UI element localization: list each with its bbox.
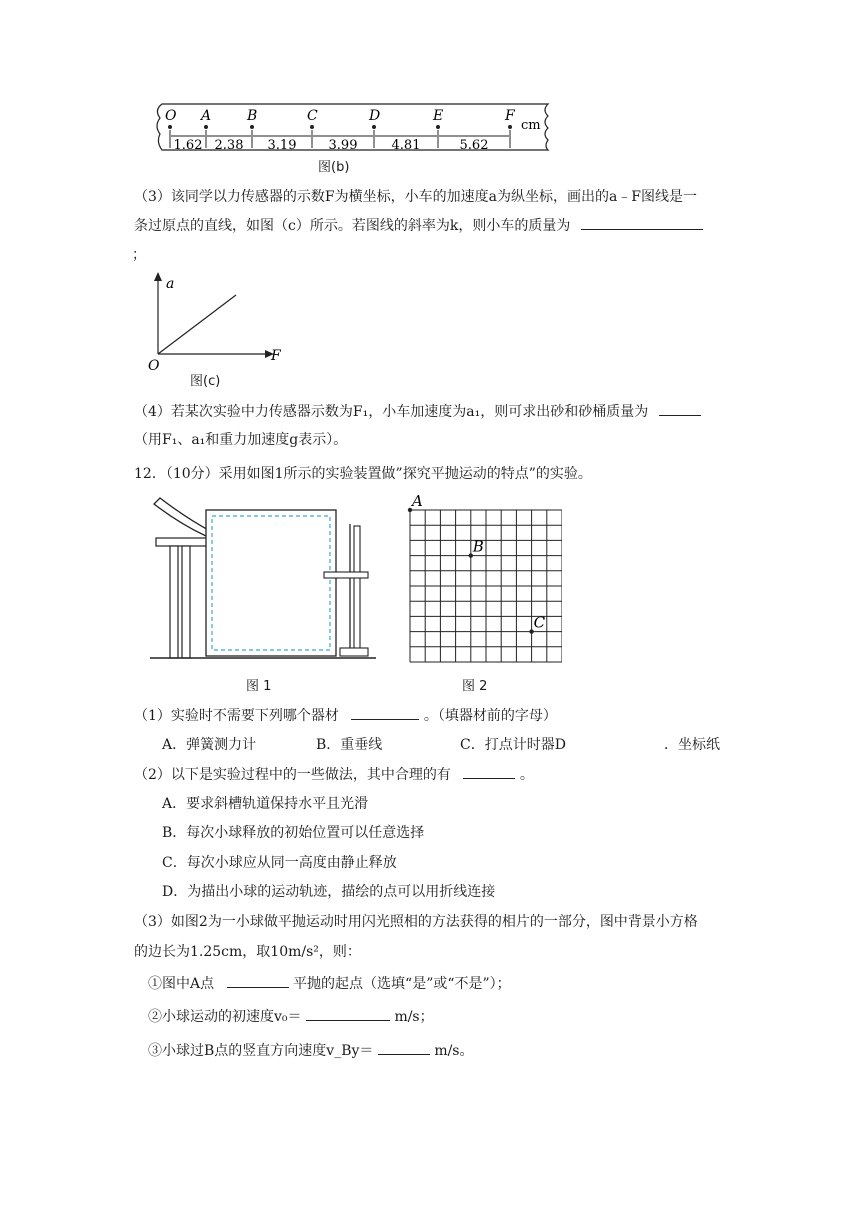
table-leg-1 (170, 546, 178, 658)
q12-item1-b: 平抛的起点（选填“是”或“不是”）； (293, 976, 511, 992)
q12-item3-wrap (148, 1040, 474, 1061)
q12-option2-a: A．要求斜槽轨道保持水平且光滑 (162, 796, 369, 812)
figure-c-caption: 图(c) (190, 374, 221, 389)
q12-item2-blank[interactable] (306, 1006, 390, 1021)
q3-line1: （3）该同学以力传感器的示数F为横坐标，小车的加速度a为纵坐标，画出的a﹣F图线是一 (134, 189, 698, 205)
tape-point-label: F (505, 108, 515, 124)
tape-seg-value: 2.38 (214, 138, 244, 153)
tape-seg-value: 1.62 (173, 138, 203, 153)
q12-sub3-line2: 的边长为1.25cm，取10m/s²，则： (134, 944, 361, 960)
tape-point-label: O (165, 108, 177, 124)
tape-point-label: A (201, 108, 212, 124)
grid-point-label: C (533, 613, 546, 632)
tape-point-dot (372, 125, 376, 129)
q12-item2-a: ②小球运动的初速度v₀＝ (148, 1009, 302, 1025)
q12-item2-b: m/s； (394, 1009, 434, 1025)
coordinate-board (206, 510, 336, 656)
tape-point-label: E (433, 108, 444, 124)
q4-line1: （4）若某次实验中力传感器示数为F₁，小车加速度为a₁，则可求出砂和砂桶质量为 (134, 404, 649, 420)
y-axis-arrow-icon (154, 272, 162, 281)
tape-point-label: D (369, 108, 381, 124)
q12-option2-b: B．每次小球释放的初始位置可以任意选择 (162, 825, 425, 841)
figure-1-caption: 图 1 (246, 679, 272, 694)
q3-line2: 条过原点的直线，如图（c）所示。若图线的斜率为k，则小车的质量为 (134, 218, 571, 234)
q12-sub3-line1: （3）如图2为一小球做平抛运动时用闪光照相的方法获得的相片的一部分，图中背景小方格 (134, 914, 698, 930)
figure-b (148, 96, 558, 176)
chute (154, 498, 212, 536)
q12-option1-c: C．打点计时器D (460, 737, 566, 753)
tape-seg-value: 5.62 (459, 138, 489, 153)
tape-point-dot (204, 125, 208, 129)
q4-line1-wrap (134, 401, 701, 422)
q12-option1-d: ．坐标纸 (664, 737, 720, 753)
tape-point-dot (250, 125, 254, 129)
tape-seg-value: 4.81 (391, 138, 421, 153)
q3-line2-wrap (134, 215, 703, 236)
tape-unit: cm (521, 118, 541, 133)
figure-c (140, 268, 300, 386)
q12-sub1: （1）实验时不需要下列哪个器材 (134, 708, 339, 724)
figure-2-grid (390, 494, 562, 664)
q12-sub1-blank[interactable] (351, 705, 419, 720)
tape-point-dot (436, 125, 440, 129)
q12-sub2: （2）以下是实验过程中的一些做法，其中合理的有 (134, 767, 451, 783)
q12-sub2-blank[interactable] (463, 764, 515, 779)
q12-sub1-wrap (134, 705, 557, 726)
q12-option2-d: D．为描出小球的运动轨迹，描绘的点可以用折线连接 (162, 884, 496, 900)
q12-item1-a: ①图中A点 (148, 976, 215, 992)
q12-option1-b: B．重垂线 (316, 737, 383, 753)
q12-item3-b: m/s。 (434, 1043, 474, 1059)
q12-item3-a: ③小球过B点的竖直方向速度v_By＝ (148, 1043, 374, 1059)
q12-item1-blank[interactable] (227, 973, 289, 988)
tape-point-dot (310, 125, 314, 129)
a-f-line (158, 295, 236, 354)
stand-clamp (324, 572, 368, 578)
figure-2-caption: 图 2 (462, 679, 488, 694)
x-axis-label: F (271, 348, 281, 364)
q12-item3-blank[interactable] (378, 1040, 430, 1055)
q12-item1-wrap (148, 973, 511, 994)
q3-answer-blank[interactable] (581, 215, 703, 230)
q12-option1-a: A．弹簧测力计 (162, 737, 257, 753)
q3-tail: ； (132, 247, 146, 263)
figure-1-apparatus (150, 494, 380, 664)
tape-point-dot (508, 125, 512, 129)
tape-seg-value: 3.99 (328, 138, 358, 153)
q4-answer-blank[interactable] (659, 401, 701, 416)
figure-b-caption: 图(b) (318, 160, 350, 175)
grid-point-label: B (472, 537, 484, 556)
q12-sub1-tail: 。（填器材前的字母） (423, 708, 557, 724)
y-axis-label: a (166, 276, 175, 292)
origin-label: O (148, 358, 160, 374)
q4-line2: （用F₁、a₁和重力加速度g表示）。 (134, 432, 348, 448)
stand-base (340, 648, 368, 656)
tape-seg-value: 3.19 (267, 138, 297, 153)
tape-point-label: B (247, 108, 258, 124)
q12-sub2-tail: 。 (519, 767, 534, 783)
q12-sub2-wrap (134, 764, 534, 785)
tape-point-dot (168, 125, 172, 129)
q12-item2-wrap (148, 1006, 434, 1027)
tape-diagram (148, 96, 558, 176)
q12-option2-c: C．每次小球应从同一高度由静止释放 (162, 855, 397, 871)
table-top (156, 538, 214, 546)
table-leg-2 (182, 546, 190, 658)
grid-point-label: A (412, 494, 423, 510)
tape-point-label: C (307, 108, 318, 124)
q12-title: 12．（10分）采用如图1所示的实验装置做”探究平抛运动的特点”的实验。 (134, 466, 592, 482)
